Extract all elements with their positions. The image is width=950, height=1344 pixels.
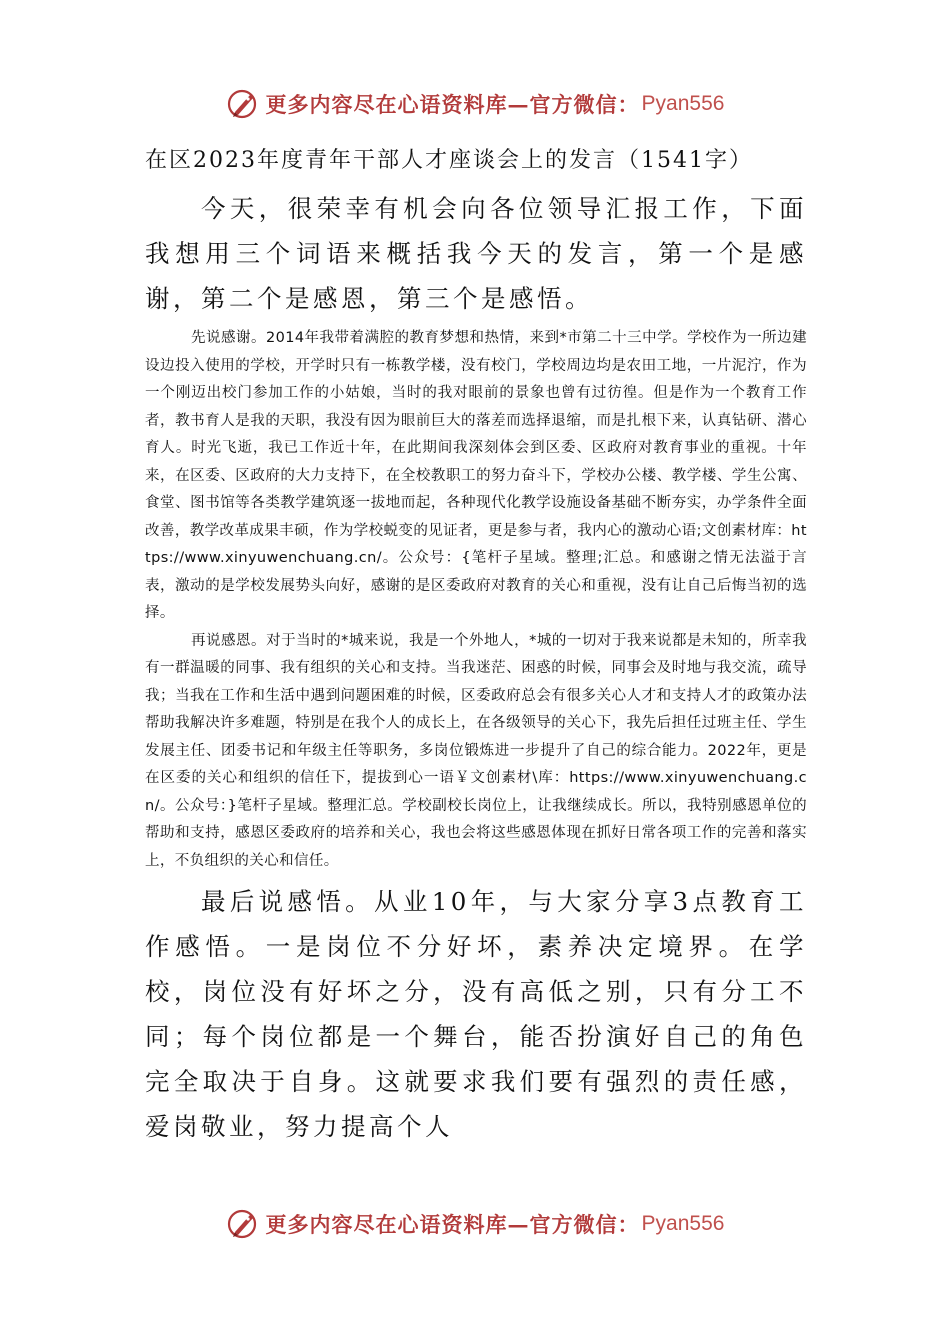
paragraph-gratitude: 先说感谢。2014年我带着满腔的教育梦想和热情，来到*市第二十三中学。学校作为一所边建设边投入使用的学校，开学时只有一栋教学楼，没有校门，学校周边均是农田工地，一片泥泞，作为一个刚迈出校门参加工作的小姑娘，当时的我对眼前的景象也曾有过彷徨。但是作为一个教育工作者，教书育人是我的天职，我没有因为眼前巨大的落差而选择退缩，而是扎根下来，认真钻研、潜心育人。时光飞逝，我已工作近十年，在此期间我深刻体会到区委、区政府对教育事业的重视。十年来，在区委、区政府的大力支持下，在全校教职工的努力奋斗下，学校办公楼、教学楼、学生公寓、食堂、图书馆等各类教学建筑逐一拔地而起，各种现代化教学设施设备基础不断夯实，办学条件全面改善，教学改革成果丰硕，作为学校蜕变的见证者，更是参与者，我内心的激动心语;文创素材库：https://www.xinyuwenchuang.cn/。公众号：{笔杆子星域。整理;汇总。和感谢之情无法溢于言表，激动的是学校发展势头向好，感谢的是区委政府对教育的关心和重视，没有让自己后悔当初的选择。	[145, 330, 807, 621]
paragraph-insights: 最后说感悟。从业10年，与大家分享3点教育工作感悟。一是岗位不分好坏，素养决定境界。在学校，岗位没有好坏之分，没有高低之别，只有分工不同；每个岗位都是一个舞台，能否扮演好自己的角色完全取决于自身。这就要求我们要有强烈的责任感，爱岗敬业，努力提高个人	[145, 887, 807, 1141]
header-banner	[0, 86, 950, 122]
document-title: 在区2023年度青年干部人才座谈会上的发言（1541字）	[145, 148, 753, 173]
paragraph-thankfulness: 再说感恩。对于当时的*城来说，我是一个外地人，*城的一切对于我来说都是未知的，所幸我有一群温暖的同事、我有组织的关心和支持。当我迷茫、困惑的时候，同事会及时地与我交流，疏导我；当我在工作和生活中遇到问题困难的时候，区委政府总会有很多关心人才和支持人才的政策办法帮助我解决许多难题，特别是在我个人的成长上，在各级领导的关心下，我先后担任过班主任、学生发展主任、团委书记和年级主任等职务，多岗位锻炼进一步提升了自己的综合能力。2022年，更是在区委的关心和组织的信任下，提拔到心一语￥文创素材\库：https://www.xinyuwenchuang.cn/。公众号：}笔杆子星域。整理汇总。学校副校长岗位上，让我继续成长。所以，我特别感恩单位的帮助和支持，感恩区委政府的培养和关心，我也会将这些感恩体现在抓好日常各项工作的完善和落实上，不负组织的关心和信任。	[145, 632, 807, 869]
pen-circle-logo-icon	[226, 87, 260, 121]
wechat-id: Pyan556	[641, 1212, 725, 1235]
banner-text: 更多内容尽在心语资料库—官方微信：	[265, 1212, 640, 1237]
footer-banner	[0, 1206, 950, 1242]
banner-text: 更多内容尽在心语资料库—官方微信：	[265, 92, 640, 117]
paragraph-intro: 今天，很荣幸有机会向各位领导汇报工作，下面我想用三个词语来概括我今天的发言，第一个是感谢，第二个是感恩，第三个是感悟。	[145, 194, 807, 313]
pen-circle-logo-icon	[226, 1207, 260, 1241]
wechat-id: Pyan556	[641, 92, 725, 115]
document-body	[145, 140, 807, 1149]
